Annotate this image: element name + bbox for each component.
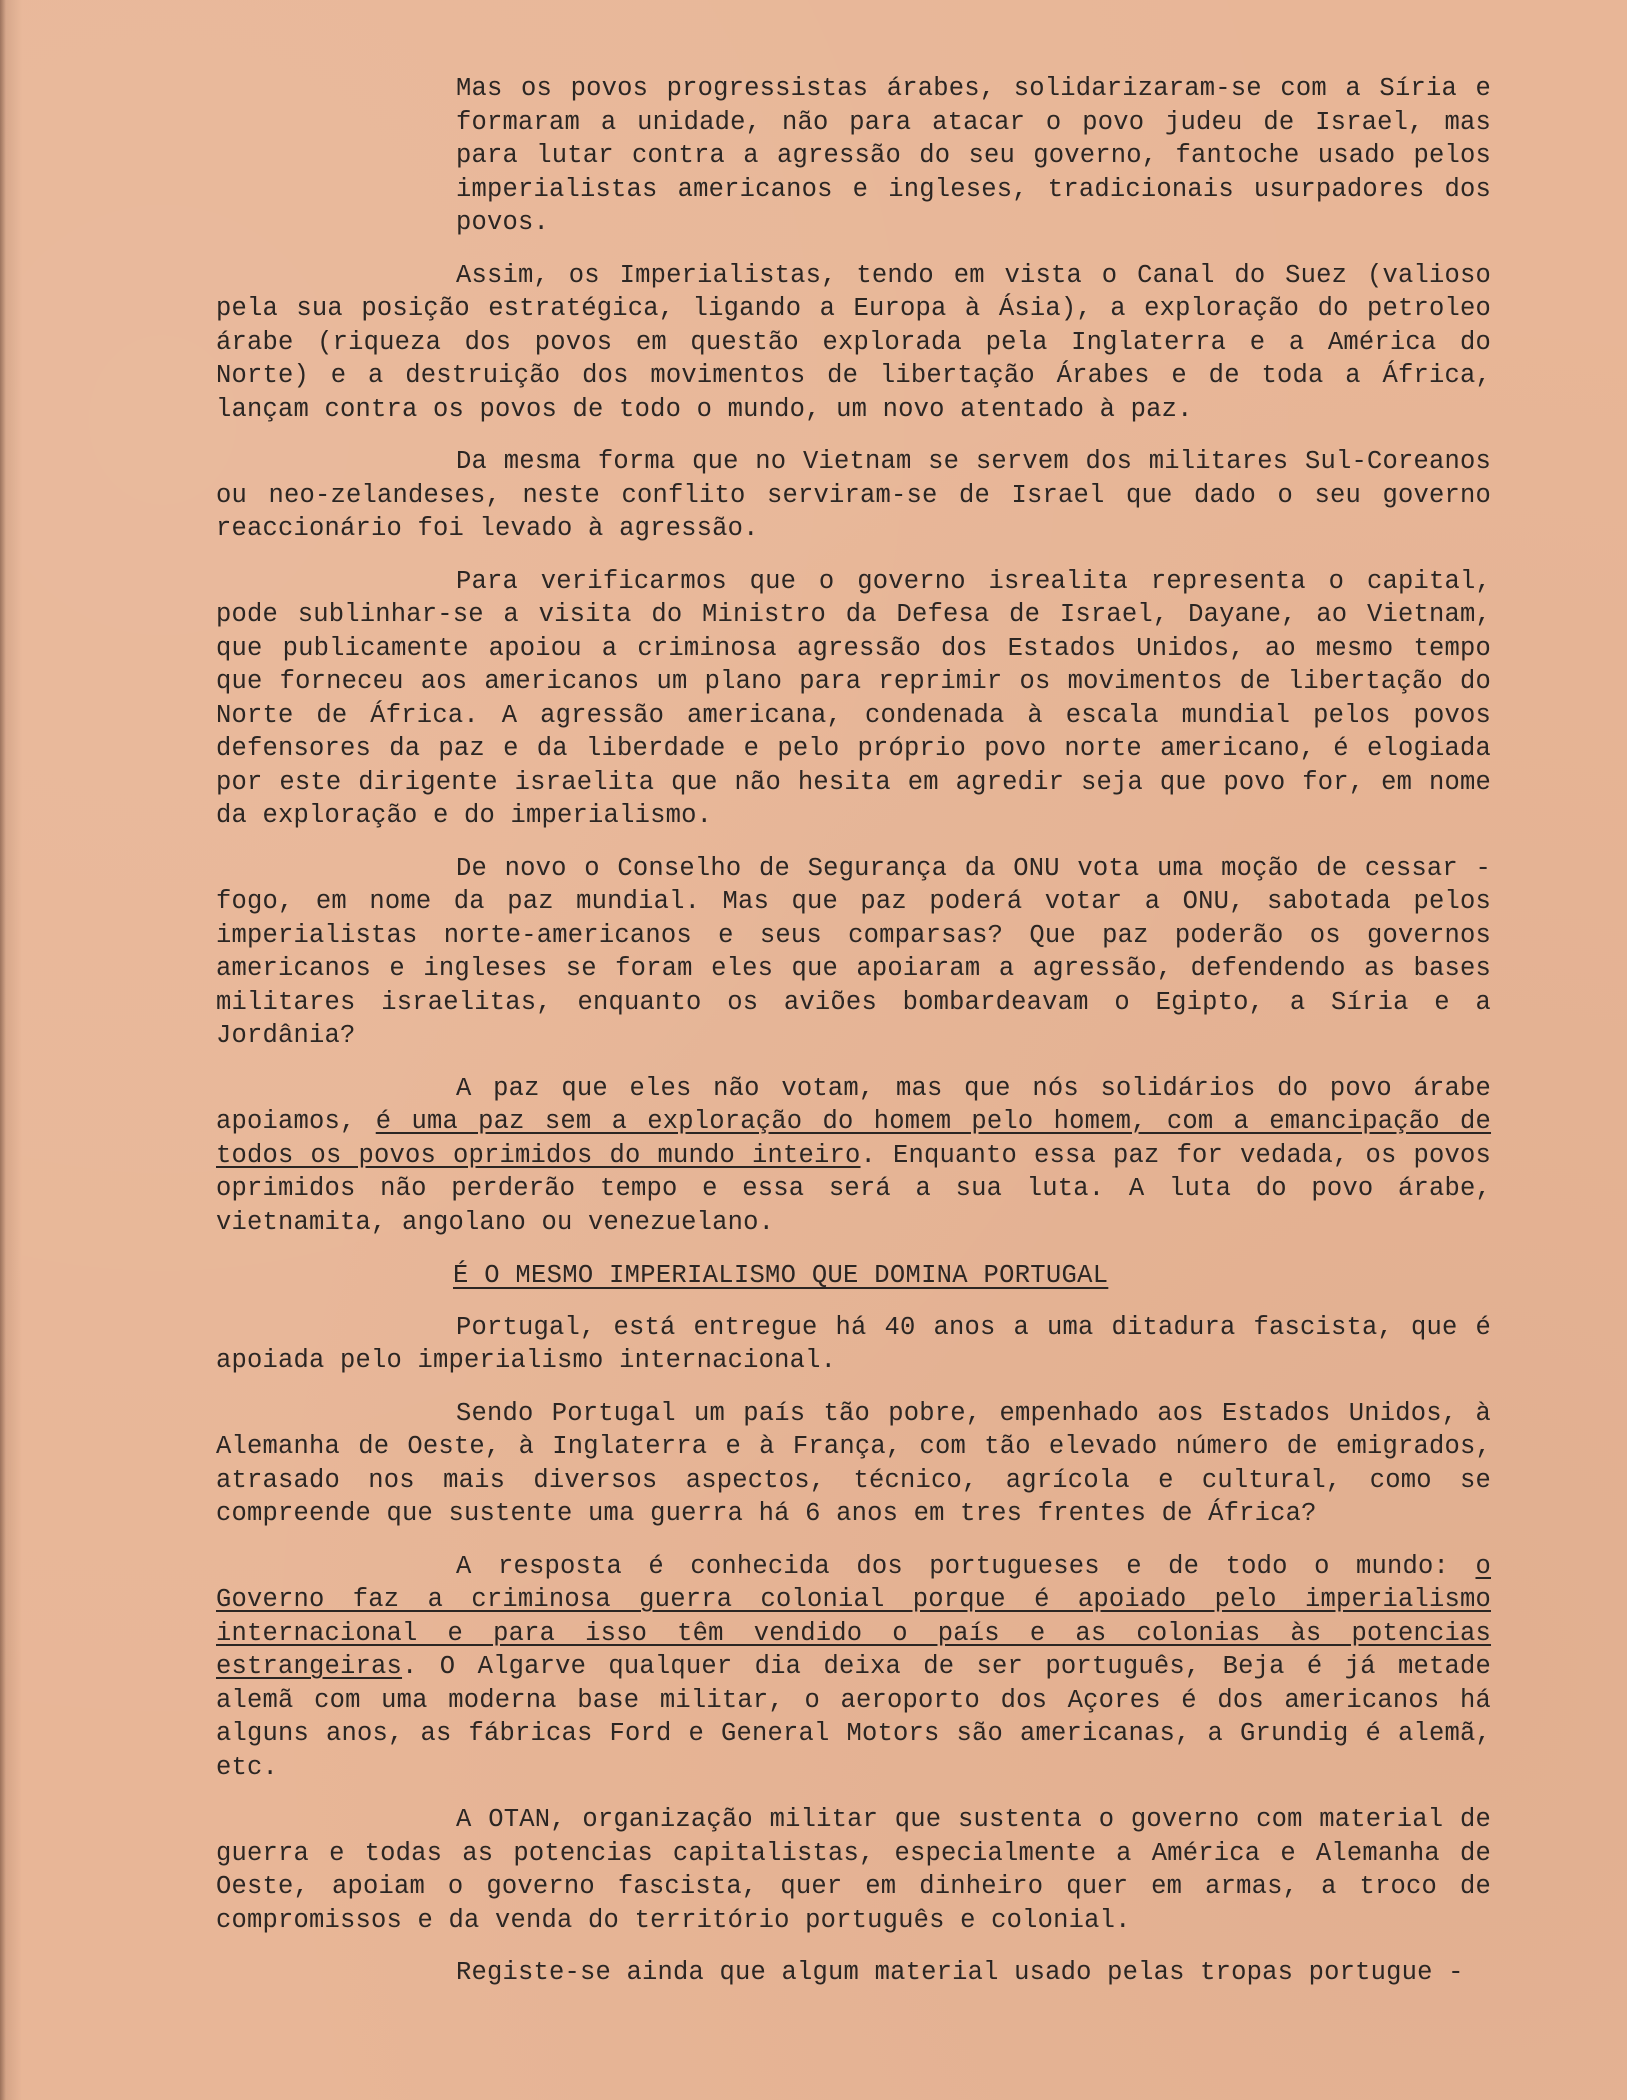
paragraph-11-text: Registe-se ainda que algum material usado pelas tropas portugue - — [456, 1958, 1464, 1987]
paragraph-7-text: Portugal, está entregue há 40 anos a uma ditadura fascista, que é apoiada pelo imperialismo internacional. — [216, 1312, 1491, 1375]
paragraph-3-text: Da mesma forma que no Vietnam se servem dos militares Sul-Coreanos ou neo-zelandeses, neste conflito serviram-se de Israel que dado o seu governo reaccionário foi levado à agressão. — [216, 447, 1491, 543]
paragraph-5 — [216, 852, 1491, 1053]
paragraph-2 — [216, 259, 1491, 427]
section-heading: É O MESMO IMPERIALISMO QUE DOMINA PORTUGAL — [453, 1261, 1109, 1290]
paragraph-9-text-before: A resposta é conhecida dos portugueses e de todo o mundo: — [456, 1551, 1476, 1581]
paragraph-5-text: De novo o Conselho de Segurança da ONU vota uma moção de cessar -fogo, em nome da paz mundial. Mas que paz poderá votar a ONU, sabotada pelos imperialistas norte-americanos e seus comparsas? Que paz poderão os governos americanos e ingleses se foram eles que apoiaram a agressão, defendendo as bases militares israelitas, enquanto os aviões bombardeavam o Egipto, a Síria e a Jordânia? — [216, 853, 1491, 1050]
paragraph-9-underlined-text: o Governo faz a criminosa guerra colonial porque é apoiado pelo imperialismo internacional e para isso têm vendido o país e as colonias às potencias estrangeiras — [216, 1551, 1491, 1681]
page-edge-shadow — [0, 0, 6, 2100]
paragraph-8 — [216, 1397, 1491, 1531]
document-body — [216, 72, 1491, 2009]
paragraph-6 — [216, 1072, 1491, 1240]
paragraph-9-text-after: . O Algarve qualquer dia deixa de ser português, Beja é já metade alemã com uma moderna base militar, o aeroporto dos Açores é dos americanos há alguns anos, as fábricas Ford e General Motors são americanas, a Grundig é alemã, etc. — [216, 1652, 1491, 1782]
paragraph-10-text: A OTAN, organização militar que sustenta o governo com material de guerra e todas as potencias capitalistas, especialmente a América e Alemanha de Oeste, apoiam o governo fascista, quer em dinheiro quer em armas, a troco de compromissos e da venda do território português e colonial. — [216, 1805, 1491, 1935]
paragraph-8-text: Sendo Portugal um país tão pobre, empenhado aos Estados Unidos, à Alemanha de Oeste, à Inglaterra e à França, com tão elevado número de emigrados, atrasado nos mais diversos aspectos, técnico, agrícola e cultural, como se compreende que sustente uma guerra há 6 anos em tres frentes de África? — [216, 1398, 1491, 1528]
paragraph-1 — [216, 72, 1491, 240]
paragraph-7 — [216, 1311, 1491, 1378]
paragraph-3 — [216, 445, 1491, 546]
paragraph-9 — [216, 1550, 1491, 1785]
paragraph-6-text-after: . Enquanto essa paz for vedada, os povos oprimidos não perderão tempo e essa será a sua luta. A luta do povo árabe, vietnamita, angolano ou venezuelano. — [216, 1140, 1491, 1237]
paragraph-2-text: Assim, os Imperialistas, tendo em vista o Canal do Suez (valioso pela sua posição estratégica, ligando a Europa à Ásia), a exploração do petroleo árabe (riqueza dos povos em questão explorada pela Inglaterra e a América do Norte) e a destruição dos movimentos de libertação Árabes e de toda a África, lançam contra os povos de todo o mundo, um novo atentado à paz. — [216, 260, 1491, 424]
paragraph-10 — [216, 1803, 1491, 1937]
paragraph-6-underlined-text: é uma paz sem a exploração do homem pelo homem, com a emancipação de todos os povos oprimidos do mundo inteiro — [216, 1107, 1492, 1170]
paragraph-4 — [216, 565, 1491, 833]
paragraph-6-text-before: A paz que eles não votam, mas que nós solidários do povo árabe apoiamos, — [216, 1073, 1491, 1136]
paragraph-11 — [216, 1956, 1491, 1990]
paragraph-1-text: Mas os povos progressistas árabes, solidarizaram-se com a Síria e formaram a unidade, não para atacar o povo judeu de Israel, mas para lutar contra a agressão do seu governo, fantoche usado pelos imperialistas americanos e ingleses, tradicionais usurpadores dos povos. — [456, 74, 1491, 237]
paragraph-4-text: Para verificarmos que o governo isrealita representa o capital, pode sublinhar-se a visita do Ministro da Defesa de Israel, Dayane, ao Vietnam, que publicamente apoiou a criminosa agressão dos Estados Unidos, ao mesmo tempo que forneceu aos americanos um plano para reprimir os movimentos de libertação do Norte de África. A agressão americana, condenada à escala mundial pelos povos defensores da paz e da liberdade e pelo próprio povo norte americano, é elogiada por este dirigente israelita que não hesita em agredir seja que povo for, em nome da exploração e do imperialismo. — [216, 566, 1491, 830]
